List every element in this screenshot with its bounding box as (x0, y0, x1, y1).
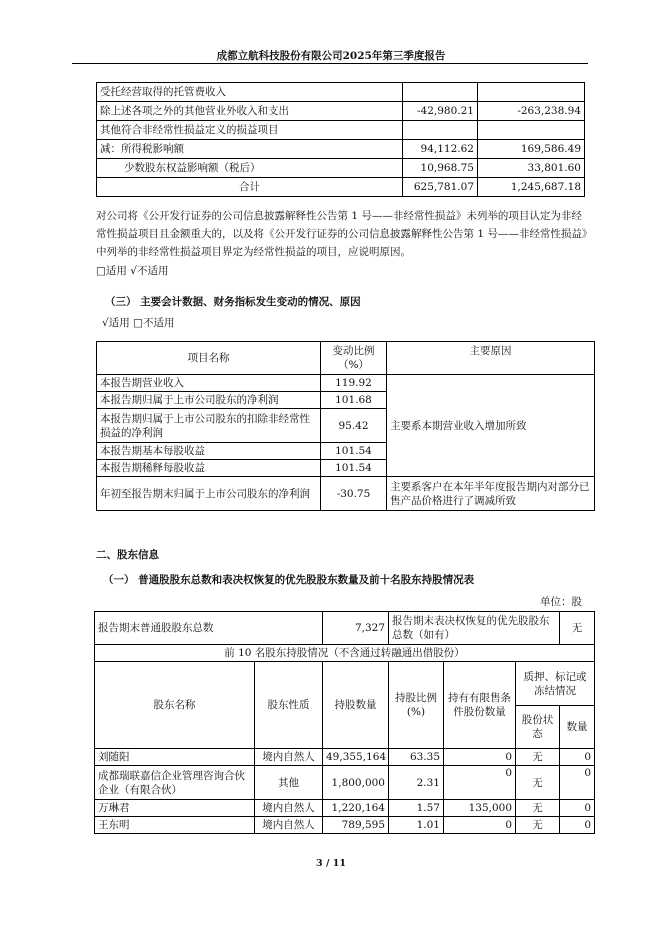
holder-num: 0 (560, 817, 595, 834)
item-cell: 本报告期基本每股收益 (97, 443, 321, 460)
holder-status: 无 (516, 749, 560, 766)
holder-status: 无 (516, 766, 560, 800)
header-ratio: 变动比例（%） (321, 342, 387, 375)
holder-ratio: 1.01 (389, 817, 444, 834)
table-row (95, 645, 595, 662)
holder-num: 0 (560, 749, 595, 766)
item-cell: 其他符合非经常性损益定义的损益项目 (97, 121, 403, 140)
table-row (97, 477, 595, 511)
ratio-cell: 101.54 (321, 460, 387, 477)
header-rule (72, 63, 588, 64)
top10-title: 前 10 名股东持股情况（不含通过转融通出借股份） (95, 645, 595, 662)
holder-ratio: 1.57 (389, 800, 444, 817)
holder-name: 王东明 (95, 817, 255, 834)
item-cell: 减：所得税影响额 (97, 140, 403, 159)
table-row (95, 817, 595, 834)
table-row (95, 800, 595, 817)
holder-qty: 49,355,164 (323, 749, 389, 766)
explanation-paragraph: 对公司将《公开发行证券的公司信息披露解释性公告第 1 号——非经常性损益》未列举的项目认定为非经常性损益项目且金额重大的，以及将《公开发行证券的公司信息披露解释性公告第 1 号——非经常性损益》中列举的非经常性损益项目界定为经常性损益的项目，应说明原因。 (96, 210, 588, 258)
ratio-cell: 101.68 (321, 392, 387, 409)
holder-ratio: 2.31 (389, 766, 444, 800)
holder-qty: 1,220,164 (323, 800, 389, 817)
table-row (97, 102, 585, 121)
item-cell: 本报告期归属于上市公司股东的净利润 (97, 392, 321, 409)
ratio-cell: 101.54 (321, 443, 387, 460)
header-status: 股份状态 (516, 706, 560, 749)
holder-nature: 境内自然人 (255, 749, 323, 766)
holder-status: 无 (516, 800, 560, 817)
total-holders-value: 7,327 (323, 612, 389, 645)
value-cell: 169,586.49 (478, 140, 585, 159)
item-cell: 本报告期稀释每股收益 (97, 460, 321, 477)
page-number: 3 / 11 (316, 858, 346, 869)
table-row (97, 375, 595, 392)
table-row (97, 159, 585, 178)
ratio-cell: 119.92 (321, 375, 387, 392)
holder-qty: 789,595 (323, 817, 389, 834)
nonrecurring-table (96, 82, 585, 197)
item-cell: 年初至报告期末归属于上市公司股东的净利润 (97, 477, 321, 511)
item-cell: 除上述各项之外的其他营业外收入和支出 (97, 102, 403, 121)
applicability-choice: □适用 √不适用 (96, 265, 169, 277)
value-cell (478, 121, 585, 140)
preferred-holders-label: 报告期末表决权恢复的优先股股东总数（如有） (389, 612, 560, 645)
total-label: 合计 (97, 178, 403, 197)
item-cell: 受托经营取得的托管费收入 (97, 83, 403, 102)
holder-nature: 境内自然人 (255, 817, 323, 834)
table-row (95, 612, 595, 645)
preferred-holders-value: 无 (560, 612, 595, 645)
value-cell (403, 83, 478, 102)
holder-restricted: 0 (444, 749, 516, 766)
table-row (95, 766, 595, 800)
table-header-row (97, 342, 595, 375)
page-header: 成都立航科技股份有限公司2025年第三季度报告 (216, 50, 446, 62)
ratio-cell: 95.42 (321, 409, 387, 443)
holder-name: 万琳君 (95, 800, 255, 817)
header-reason: 主要原因 (387, 342, 595, 375)
holder-restricted: 0 (444, 817, 516, 834)
holder-nature: 境内自然人 (255, 800, 323, 817)
value-cell (478, 83, 585, 102)
reason-cell: 主要系本期营业收入增加所致 (387, 375, 595, 477)
item-cell: 本报告期归属于上市公司股东的扣除非经常性损益的净利润 (97, 409, 321, 443)
holder-qty: 1,800,000 (323, 766, 389, 800)
holder-num: 0 (560, 766, 595, 800)
total-holders-label: 报告期末普通股股东总数 (95, 612, 323, 645)
value-cell: -263,238.94 (478, 102, 585, 121)
table-row (97, 121, 585, 140)
unit-label: 单位：股 (540, 596, 582, 608)
header-item: 项目名称 (97, 342, 321, 375)
value-cell (403, 121, 478, 140)
holder-nature: 其他 (255, 766, 323, 800)
holder-name: 成都瑞联嘉信企业管理咨询合伙企业（有限合伙） (95, 766, 255, 800)
table-header-row (95, 662, 595, 706)
value-cell: 625,781.07 (403, 178, 478, 197)
item-cell: 少数股东权益影响额（税后） (97, 159, 403, 178)
section-title-3: （三） 主要会计数据、财务指标发生变动的情况、原因 (105, 296, 361, 308)
table-row (97, 83, 585, 102)
header-num: 数量 (560, 706, 595, 749)
shareholders-table (94, 611, 595, 834)
header-nature: 股东性质 (255, 662, 323, 749)
holder-ratio: 63.35 (389, 749, 444, 766)
holder-status: 无 (516, 817, 560, 834)
table-row (97, 178, 585, 197)
header-ratio: 持股比例(%) (389, 662, 444, 749)
item-cell: 本报告期营业收入 (97, 375, 321, 392)
holder-num: 0 (560, 800, 595, 817)
section-title-2: 二、股东信息 (96, 549, 159, 561)
value-cell: 1,245,687.18 (478, 178, 585, 197)
table-row (97, 140, 585, 159)
holder-restricted: 135,000 (444, 800, 516, 817)
header-restricted: 持有有限售条件股份数量 (444, 662, 516, 749)
changes-table (96, 341, 595, 511)
section-title-2-1: （一） 普通股股东总数和表决权恢复的优先股股东数量及前十名股东持股情况表 (103, 574, 475, 586)
table-row (95, 749, 595, 766)
header-qty: 持股数量 (323, 662, 389, 749)
value-cell: -42,980.21 (403, 102, 478, 121)
value-cell: 94,112.62 (403, 140, 478, 159)
holder-restricted: 0 (444, 766, 516, 800)
holder-name: 刘随阳 (95, 749, 255, 766)
ratio-cell: -30.75 (321, 477, 387, 511)
applicability-choice-2: √适用 □不适用 (102, 317, 175, 329)
header-pledge: 质押、标记或冻结情况 (516, 662, 595, 706)
value-cell: 10,968.75 (403, 159, 478, 178)
header-name: 股东名称 (95, 662, 255, 749)
reason-cell: 主要系客户在本年半年度报告期内对部分已售产品价格进行了调减所致 (387, 477, 595, 511)
value-cell: 33,801.60 (478, 159, 585, 178)
